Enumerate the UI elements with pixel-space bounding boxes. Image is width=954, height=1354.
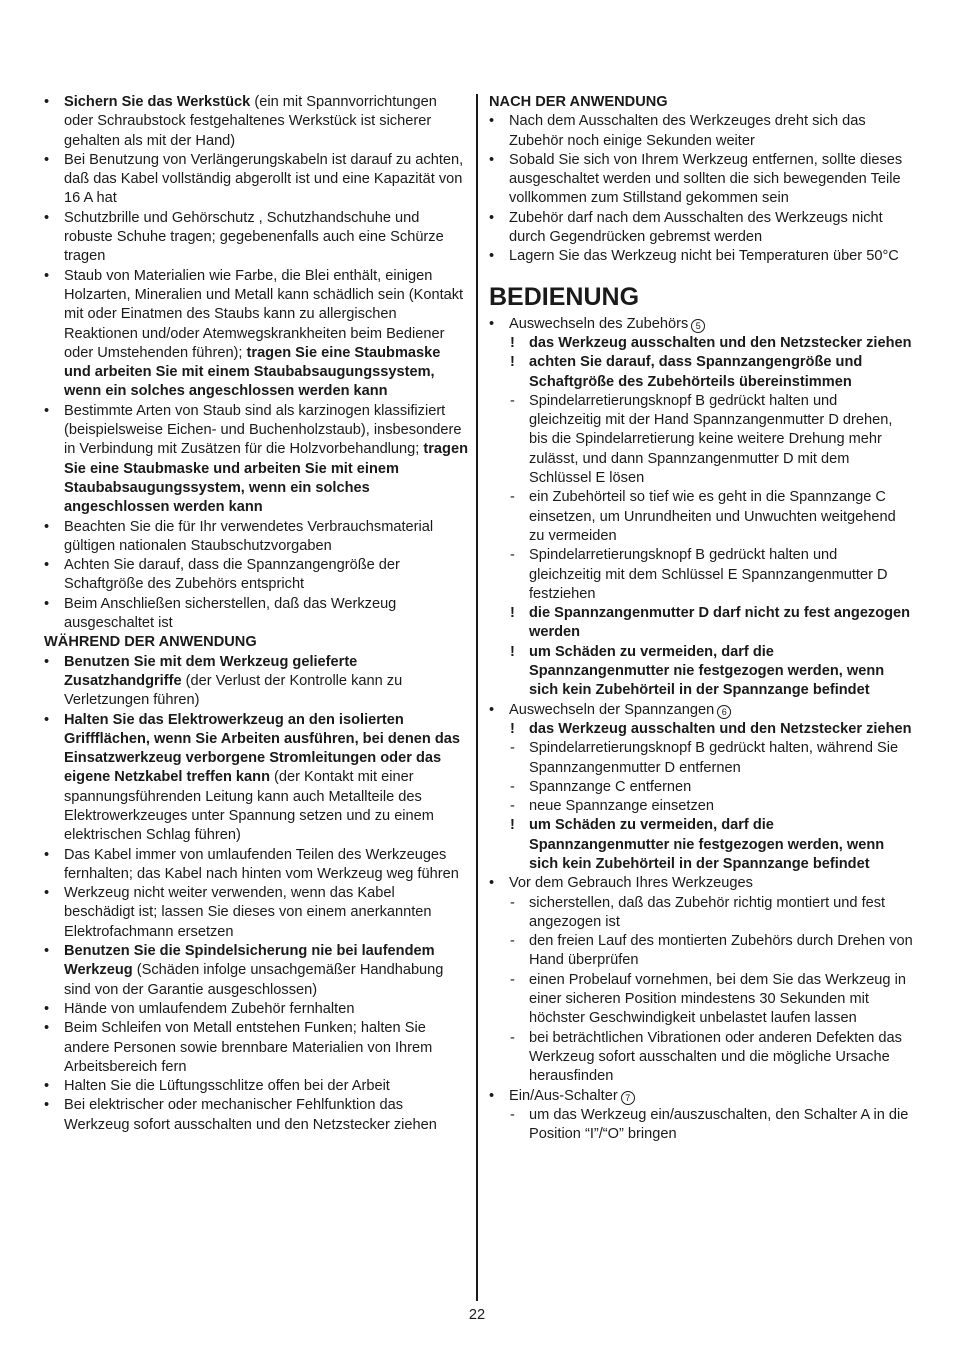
text-run: Spindelarretierungsknopf B gedrückt halten, während Sie Spannzangenmutter D entfernen xyxy=(529,740,899,776)
text-run: Staub von Materialien wie Farbe, die Blei enthält, einigen Holzarten, Mineralien und Metall kann schädlich sein (Kontakt mit oder Einatmen des Staubs kann zu allergischen Reaktionen und/oder Atemwegskrankheiten beim Bediener oder Umstehenden führen); xyxy=(64,267,464,361)
dash-item xyxy=(489,932,913,971)
bullet-item xyxy=(44,518,468,557)
right-column xyxy=(489,93,913,1144)
dash-item xyxy=(489,546,913,604)
text-run: Ein/Aus-Schalter xyxy=(509,1087,618,1104)
bold-text: Sichern Sie das Werkstück xyxy=(64,94,251,110)
dash-item xyxy=(489,488,913,546)
bullet-item xyxy=(44,1077,468,1096)
dash-item xyxy=(489,778,913,797)
text-run: Nach dem Ausschalten des Werkzeuges dreht sich das Zubehör noch einige Sekunden weiter xyxy=(509,113,866,149)
text-run: um das Werkzeug ein/auszuschalten, den Schalter A in die Position “I”/“O” bringen xyxy=(529,1106,909,1143)
bullet-item xyxy=(489,151,913,209)
text-run: das Werkzeug ausschalten und den Netzstecker ziehen xyxy=(529,334,912,351)
warning-item xyxy=(489,353,913,392)
figure-reference-badge: 7 xyxy=(621,1091,635,1105)
text-run: sicherstellen, daß das Zubehör richtig montiert und fest angezogen ist xyxy=(529,894,886,930)
dash-item xyxy=(489,739,913,778)
warning-item xyxy=(489,816,913,874)
text-run: Sobald Sie sich von Ihrem Werkzeug entfernen, sollte dieses ausgeschaltet werden und sollten die sich bewegenden Teile vollkommen zum Stillstand gekommen sein xyxy=(509,151,903,207)
text-run: den freien Lauf des montierten Zubehörs durch Drehen von Hand überprüfen xyxy=(529,933,913,969)
bullet-item xyxy=(489,247,913,266)
text-run: um Schäden zu vermeiden, darf die Spannzangenmutter nie festgezogen werden, wenn sich kein Zubehörteil in der Spannzange befindet xyxy=(529,817,885,872)
dash-item xyxy=(489,392,913,488)
bullet-item xyxy=(44,1019,468,1077)
dash-item xyxy=(489,1029,913,1087)
section-heading xyxy=(44,633,468,652)
bullet-item xyxy=(44,267,468,402)
text-run: (Schäden infolge unsachgemäßer Handhabung sind von der Garantie ausgeschlossen) xyxy=(64,962,444,998)
bullet-item xyxy=(44,209,468,267)
bullet-item xyxy=(44,556,468,595)
bold-text: Benutzen Sie die Spindelsicherung nie bei laufendem Werkzeug xyxy=(64,943,435,979)
text-run: Das Kabel immer von umlaufenden Teilen des Werkzeuges fernhalten; das Kabel nach hinten vom Werkzeug weg führen xyxy=(64,846,459,882)
bullet-item xyxy=(489,112,913,151)
text-run: Spindelarretierungsknopf B gedrückt halten und gleichzeitig mit dem Schlüssel E Spannzangenmutter D festziehen xyxy=(529,547,888,602)
text-run: Bei elektrischer oder mechanischer Fehlfunktion das Werkzeug sofort ausschalten und den Netzstecker ziehen xyxy=(64,1097,437,1133)
warning-item xyxy=(489,643,913,701)
text-run: (der Kontakt mit einer spannungsführenden Leitung kann auch Metallteile des Elektrowerkzeuges unter Spannung setzen und zu einem elektrischen Schlag führen) xyxy=(64,769,434,844)
bullet-item xyxy=(44,711,468,846)
section-heading xyxy=(489,93,913,112)
text-run: Hände von umlaufendem Zubehör fernhalten xyxy=(64,1000,355,1017)
text-run: NACH DER ANWENDUNG xyxy=(489,94,668,110)
text-run: (ein mit Spannvorrichtungen oder Schraubstock festgehaltenes Werkstück ist sicherer gehalten als mit der Hand) xyxy=(64,94,437,149)
text-run: Auswechseln des Zubehörs xyxy=(509,315,689,332)
text-run: die Spannzangenmutter D darf nicht zu fest angezogen werden xyxy=(529,605,911,641)
page-section-title xyxy=(489,282,913,312)
bold-text: Benutzen Sie mit dem Werkzeug gelieferte Zusatzhandgriffe xyxy=(64,653,358,689)
text-run: um Schäden zu vermeiden, darf die Spannzangenmutter nie festgezogen werden, wenn sich kein Zubehörteil in der Spannzange befindet xyxy=(529,643,885,699)
column-divider xyxy=(476,94,478,1301)
text-run: Werkzeug nicht weiter verwenden, wenn das Kabel beschädigt ist; lassen Sie dieses von einem anerkannten Elektrofachmann ersetzen xyxy=(64,885,432,940)
text-run: (der Verlust der Kontrolle kann zu Verletzungen führen) xyxy=(64,672,403,709)
text-run: neue Spannzange einsetzen xyxy=(529,798,715,815)
bullet-item xyxy=(44,151,468,209)
bullet-item xyxy=(489,1087,913,1106)
text-run: Auswechseln der Spannzangen xyxy=(509,701,715,718)
text-run: Beim Anschließen sicherstellen, daß das Werkzeug ausgeschaltet ist xyxy=(64,595,397,632)
warning-item xyxy=(489,604,913,643)
bold-text: Halten Sie das Elektrowerkzeug an den isolierten Griffflächen, wenn Sie Arbeiten ausführen, bei denen das Einsatzwerkzeug verborgene Stromleitungen oder das eigene Netzkabel treffen kann xyxy=(64,711,460,786)
dash-item xyxy=(489,971,913,1029)
figure-reference-badge: 5 xyxy=(691,319,705,333)
text-run: einen Probelauf vornehmen, bei dem Sie das Werkzeug in einer sicheren Position mindestens 30 Sekunden mit höchster Geschwindigkeit unbelastet laufen lassen xyxy=(529,971,906,1027)
bullet-item xyxy=(44,1000,468,1019)
text-run: ein Zubehörteil so tief wie es geht in die Spannzange C einsetzen, um Unrundheiten und Unwuchten weitgehend zu vermeiden xyxy=(529,489,896,544)
bold-text: tragen Sie eine Staubmaske und arbeiten Sie mit einem Staubabsaugungssystem, wenn ein solches angeschlossen werden kann xyxy=(64,441,468,516)
warning-item xyxy=(489,334,913,353)
text-run: Spannzange C entfernen xyxy=(529,778,692,795)
bullet-item xyxy=(489,701,913,720)
bullet-item xyxy=(44,402,468,518)
text-run: WÄHREND DER ANWENDUNG xyxy=(44,634,257,651)
text-run: Bei Benutzung von Verlängerungskabeln ist darauf zu achten, daß das Kabel vollständig abgerollt ist und eine Kapazität von 16 A hat xyxy=(64,151,464,207)
bullet-item xyxy=(44,1096,468,1135)
text-run: Zubehör darf nach dem Ausschalten des Werkzeugs nicht durch Gegendrücken gebremst werden xyxy=(509,209,883,246)
text-run: Beachten Sie die für Ihr verwendetes Verbrauchsmaterial gültigen nationalen Staubschutzvorgaben xyxy=(64,518,434,554)
bold-text: tragen Sie eine Staubmaske und arbeiten Sie mit einem Staubabsaugungssystem, wenn ein solches angeschlossen werden kann xyxy=(64,344,441,400)
text-run: Schutzbrille und Gehörschutz , Schutzhandschuhe und robuste Schuhe tragen; gegebenenfalls auch eine Schürze tragen xyxy=(64,209,444,265)
text-run: Beim Schleifen von Metall entstehen Funken; halten Sie andere Personen sowie brennbare Materialien von Ihrem Arbeitsbereich fern xyxy=(64,1020,433,1075)
page-number: 22 xyxy=(468,1307,486,1323)
text-run: Lagern Sie das Werkzeug nicht bei Temperaturen über 50°C xyxy=(509,248,899,265)
bullet-item xyxy=(489,209,913,248)
bullet-item xyxy=(44,595,468,634)
text-run: Halten Sie die Lüftungsschlitze offen bei der Arbeit xyxy=(64,1078,390,1095)
left-column xyxy=(44,93,468,1135)
text-run: Bestimmte Arten von Staub sind als karzinogen klassifiziert (beispielsweise Eichen- und Buchenholzstaub), insbesondere in Verbindung mit Zusätzen für die Holzvorbehandlung; xyxy=(64,402,462,458)
text-run: Spindelarretierungsknopf B gedrückt halten und gleichzeitig mit der Hand Spannzangenmutter D drehen, bis die Spindelarretierung keine weitere Drehung mehr zulässt, und dann Spannzangenmutter D mit dem Schlüssel E lösen xyxy=(529,392,893,487)
text-run: Achten Sie darauf, dass die Spannzangengröße der Schaftgröße des Zubehörs entspricht xyxy=(64,557,400,593)
text-run: bei beträchtlichen Vibrationen oder anderen Defekten das Werkzeug sofort ausschalten und die mögliche Ursache herausfinden xyxy=(529,1029,902,1085)
warning-item xyxy=(489,720,913,739)
text-run: Vor dem Gebrauch Ihres Werkzeuges xyxy=(509,875,753,892)
bullet-item xyxy=(44,942,468,1000)
text-run: achten Sie darauf, dass Spannzangengröße und Schaftgröße des Zubehörteils übereinstimmen xyxy=(529,354,863,390)
bullet-item xyxy=(489,315,913,334)
dash-item xyxy=(489,797,913,816)
bullet-item xyxy=(44,93,468,151)
text-run: das Werkzeug ausschalten und den Netzstecker ziehen xyxy=(529,720,912,737)
figure-reference-badge: 6 xyxy=(717,705,731,719)
bullet-item xyxy=(44,653,468,711)
bullet-item xyxy=(44,846,468,885)
text-run: BEDIENUNG xyxy=(489,282,640,311)
dash-item xyxy=(489,1106,913,1145)
bullet-item xyxy=(489,874,913,893)
dash-item xyxy=(489,894,913,933)
bullet-item xyxy=(44,884,468,942)
